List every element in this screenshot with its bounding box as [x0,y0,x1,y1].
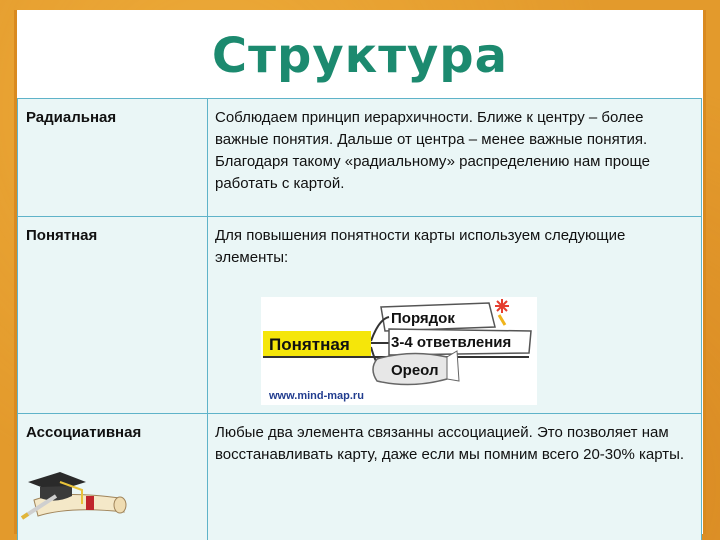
halo-flag [447,351,459,381]
mind-map-diagram [261,297,537,405]
row-text: Любые два элемента связанны ассоциацией. Это позволяет нам восстанавливать карту, даже если мы помним всего 20-30% карты. [208,414,702,540]
table-row [18,217,702,414]
row-label: Радиальная [18,99,208,217]
branch-bottom-label: Ореол [391,362,439,379]
branch-top-label: Порядок [391,310,455,327]
sparkle-icon [495,299,509,325]
central-label: Понятная [269,335,350,354]
row-text: Соблюдаем принцип иерархичности. Ближе к центру – более важные понятия. Дальше от центра – менее важные понятия. Благодаря такому «радиальному» распределению нам проще работать с картой. [208,99,702,217]
graduation-decoration [20,460,132,520]
row-text-cell [208,217,702,414]
row-label: Понятная [18,217,208,414]
diagram-source-url: www.mind-map.ru [269,390,364,402]
row-text: Для повышения понятности карты используем следующие элементы: [215,227,626,266]
branch-mid-label: 3-4 ответвления [391,334,512,351]
row-label: Ассоциативная [18,414,208,540]
table-row [18,99,702,217]
slide-title: Структура [211,28,509,84]
